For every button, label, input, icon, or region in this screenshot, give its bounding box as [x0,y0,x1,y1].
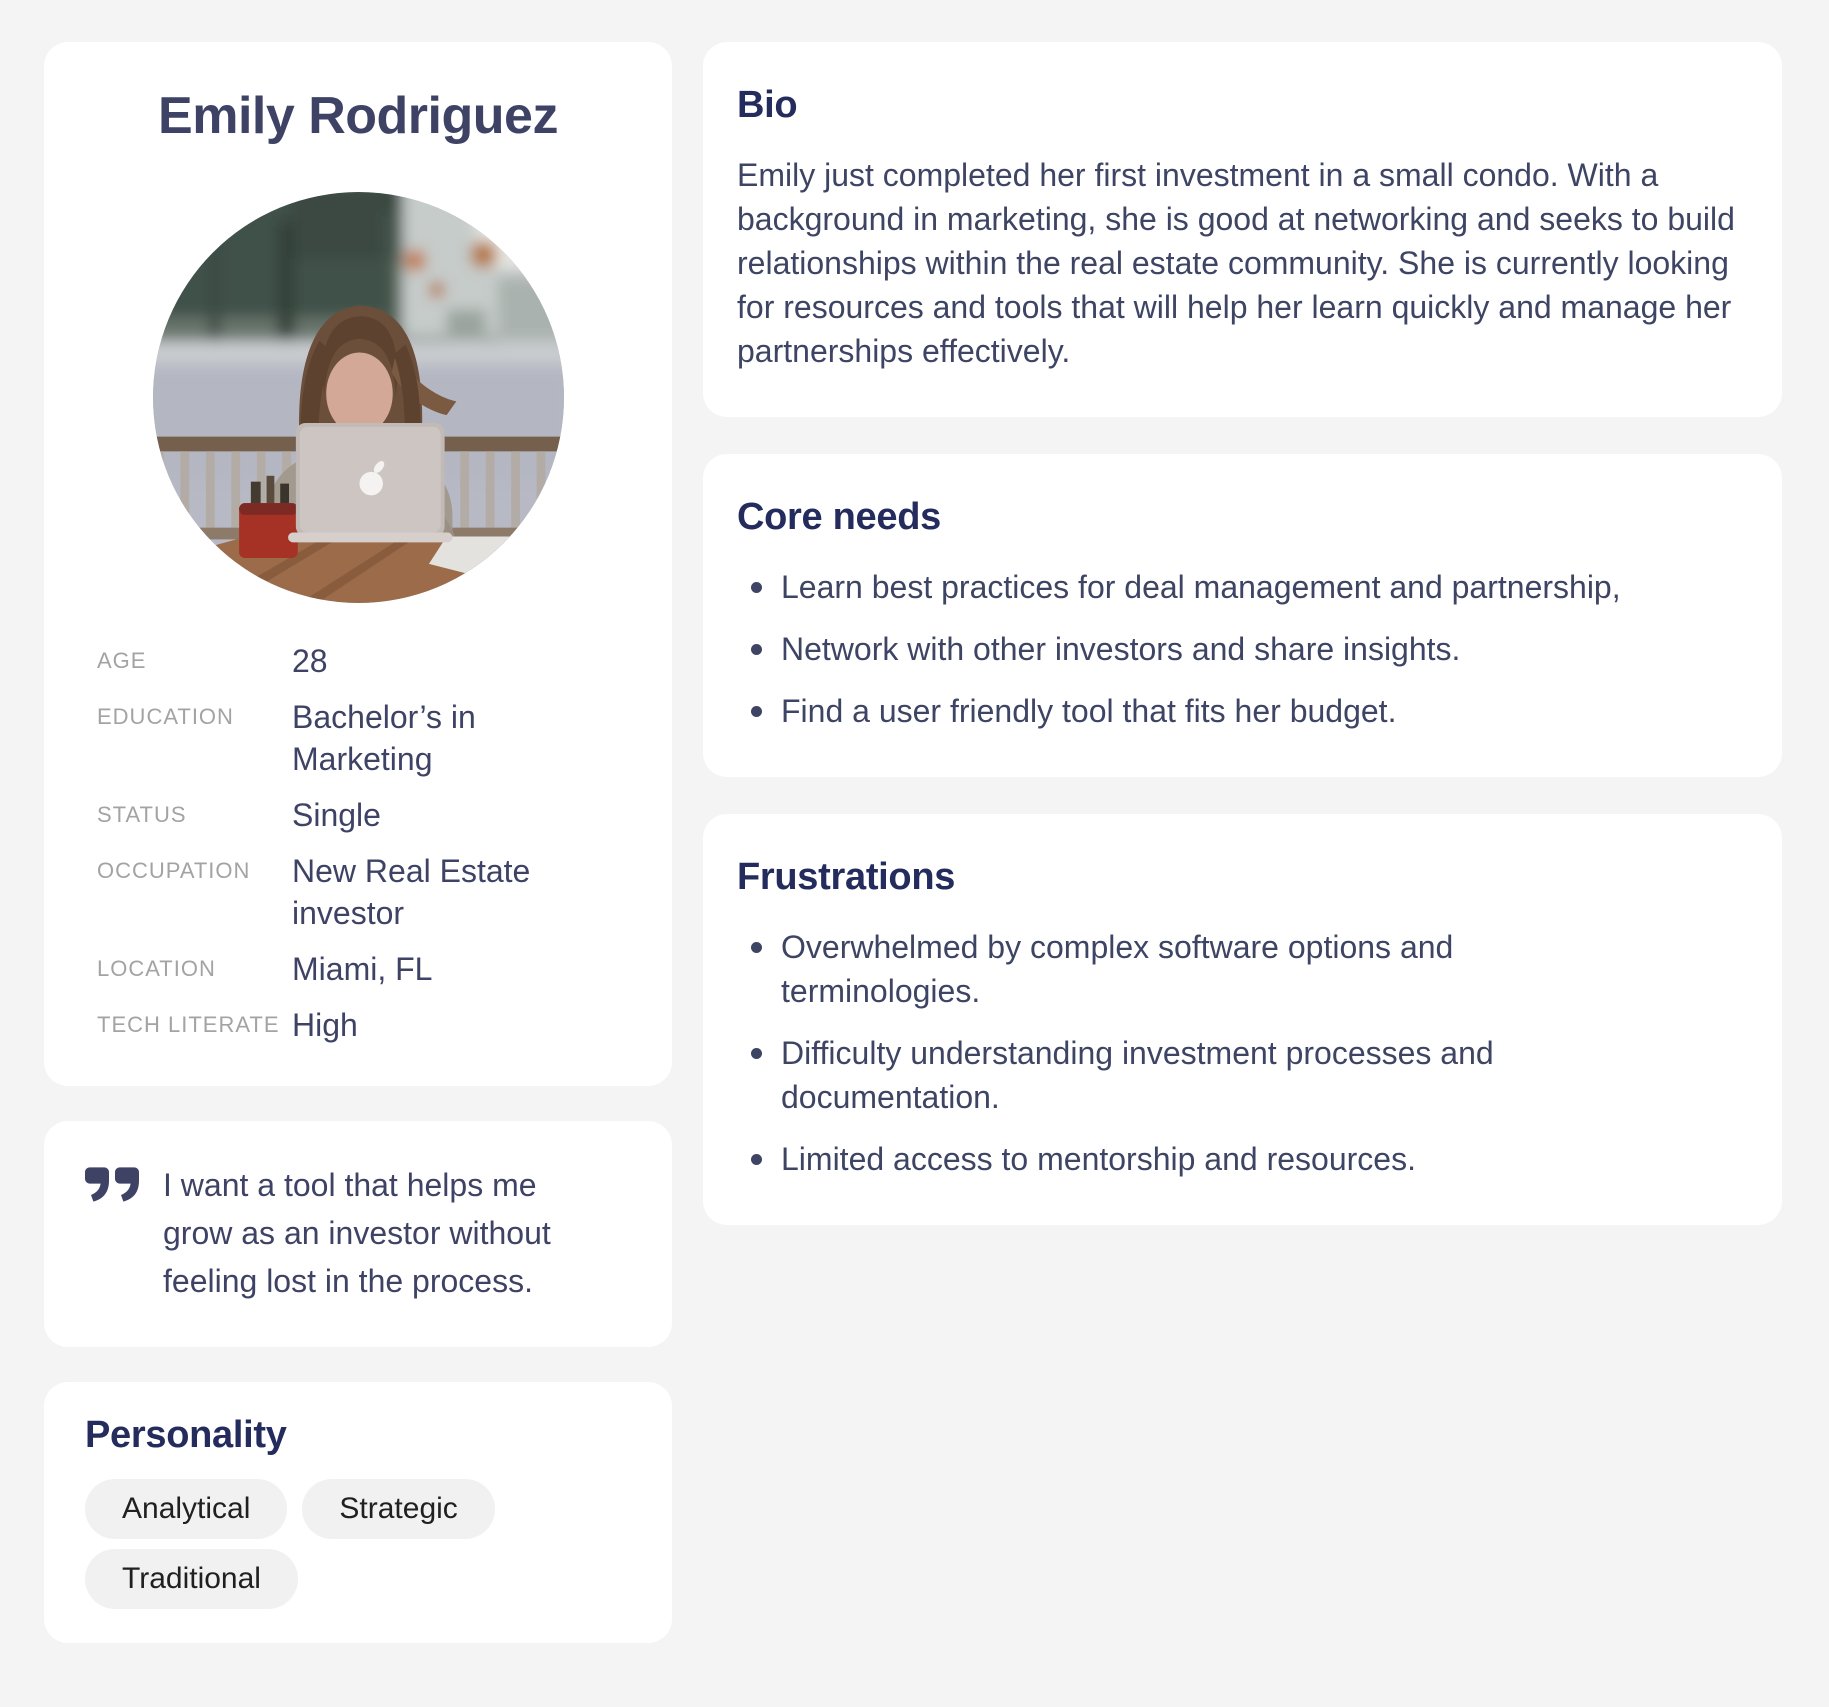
core-needs-item: Learn best practices for deal management and partnership, [737,565,1637,609]
personality-title: Personality [85,1414,287,1456]
attribute-value: High [292,1007,358,1043]
quote-icon [85,1167,139,1202]
attribute-label: LOCATION [97,956,216,981]
persona-name: Emily Rodriguez [158,87,558,145]
attribute-label: STATUS [97,802,187,827]
profile-card [44,42,672,1086]
frustrations-item: Difficulty understanding investment processes and documentation. [737,1031,1637,1119]
quote-text: I want a tool that helps me grow as an investor without feeling lost in the process. [163,1167,551,1299]
attribute-list [97,640,619,1046]
core-needs-item: Network with other investors and share insights. [737,627,1637,671]
bio-card [703,42,1782,417]
core-needs-card [703,454,1782,777]
left-column [44,42,672,1643]
core-needs-title: Core needs [737,496,941,538]
personality-tag: Traditional [85,1549,298,1609]
frustrations-item: Limited access to mentorship and resources. [737,1137,1637,1181]
core-needs-list [737,565,1742,733]
frustrations-title: Frustrations [737,856,956,898]
personality-card [44,1382,672,1643]
attribute-value: Bachelor’s in Marketing [292,699,476,777]
frustrations-item: Overwhelmed by complex software options and terminologies. [737,925,1637,1013]
attribute-value: 28 [292,643,328,679]
attribute-value: Single [292,797,381,833]
photo-illustration [153,192,564,603]
frustrations-list [737,925,1742,1181]
frustrations-card [703,814,1782,1225]
quote-card [44,1121,672,1347]
personality-tags [85,1479,565,1609]
attribute-label: OCCUPATION [97,858,251,883]
attribute-label: AGE [97,648,147,673]
attribute-label: EDUCATION [97,704,234,729]
attribute-value: Miami, FL [292,951,433,987]
right-column [703,42,1782,1643]
profile-photo [153,192,564,603]
personality-tag: Analytical [85,1479,287,1539]
bio-text: Emily just completed her first investment in a small condo. With a background in marketing, she is good at networking and seeks to build relationships within the real estate community. She is currently looking for resources and tools that will help her learn quickly and manage her partnerships effectively. [737,157,1735,369]
attribute-label: TECH LITERATE [97,1012,280,1037]
core-needs-item: Find a user friendly tool that fits her budget. [737,689,1637,733]
personality-tag: Strategic [302,1479,494,1539]
bio-title: Bio [737,84,798,126]
attribute-value: New Real Estate investor [292,853,531,931]
